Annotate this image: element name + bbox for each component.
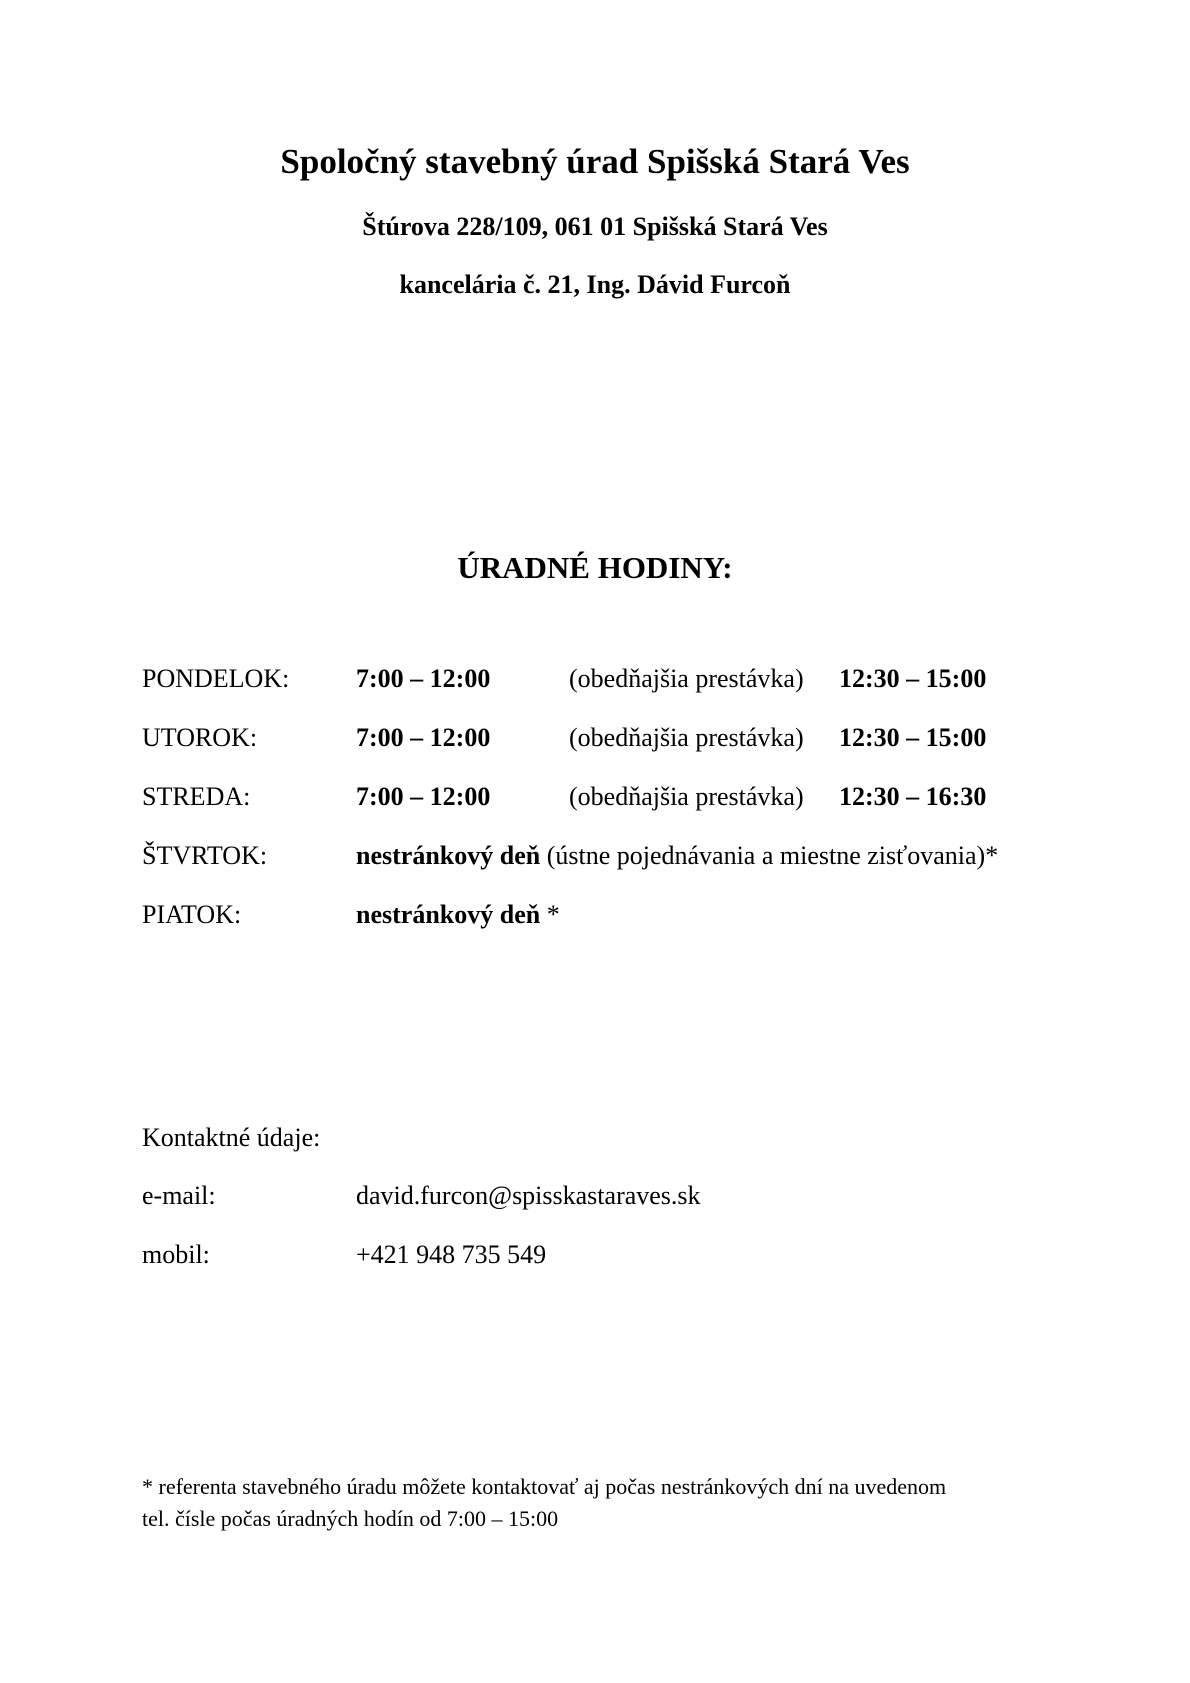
afternoon-hours: 12:30 – 15:00 bbox=[839, 723, 987, 752]
day-label: PIATOK: bbox=[142, 900, 242, 929]
office-title: Spoločný stavebný úrad Spišská Stará Ves bbox=[280, 142, 910, 181]
email-address: david.furcon@spisskastaraves.sk bbox=[356, 1181, 701, 1210]
email-label: e-mail: bbox=[142, 1181, 216, 1210]
day-label: STREDA: bbox=[142, 782, 251, 811]
day-label: ŠTVRTOK: bbox=[142, 841, 268, 870]
office-hours-heading: ÚRADNÉ HODINY: bbox=[457, 550, 733, 585]
friday-status-text bbox=[356, 900, 560, 930]
office-address: Štúrova 228/109, 061 01 Spišská Stará Ves bbox=[362, 212, 828, 241]
afternoon-hours: 12:30 – 15:00 bbox=[839, 664, 987, 693]
lunch-break-label: (obedňajšia prestávka) bbox=[569, 782, 804, 811]
afternoon-hours: 12:30 – 16:30 bbox=[839, 782, 987, 811]
friday-note: * bbox=[540, 900, 560, 929]
thursday-note: (ústne pojednávania a miestne zisťovania)* bbox=[540, 841, 999, 870]
day-label: PONDELOK: bbox=[142, 664, 290, 693]
day-label: UTOROK: bbox=[142, 723, 258, 752]
office-room-contact-person: kancelária č. 21, Ing. Dávid Furcoň bbox=[399, 270, 791, 299]
lunch-break-label: (obedňajšia prestávka) bbox=[569, 723, 804, 752]
mobile-label: mobil: bbox=[142, 1240, 210, 1269]
contact-heading: Kontaktné údaje: bbox=[142, 1123, 321, 1152]
morning-hours: 7:00 – 12:00 bbox=[356, 782, 491, 811]
mobile-number: +421 948 735 549 bbox=[356, 1240, 547, 1269]
morning-hours: 7:00 – 12:00 bbox=[356, 723, 491, 752]
morning-hours: 7:00 – 12:00 bbox=[356, 664, 491, 693]
non-office-day-label: nestránkový deň bbox=[356, 841, 541, 870]
thursday-status-text bbox=[356, 841, 998, 871]
non-office-day-label: nestránkový deň bbox=[356, 900, 541, 929]
lunch-break-label: (obedňajšia prestávka) bbox=[569, 664, 804, 693]
footnote-line-1: * referenta stavebného úradu môžete kontaktovať aj počas nestránkových dní na uvedenom bbox=[142, 1474, 947, 1499]
footnote-line-2: tel. čísle počas úradných hodín od 7:00 – 15:00 bbox=[142, 1506, 559, 1531]
